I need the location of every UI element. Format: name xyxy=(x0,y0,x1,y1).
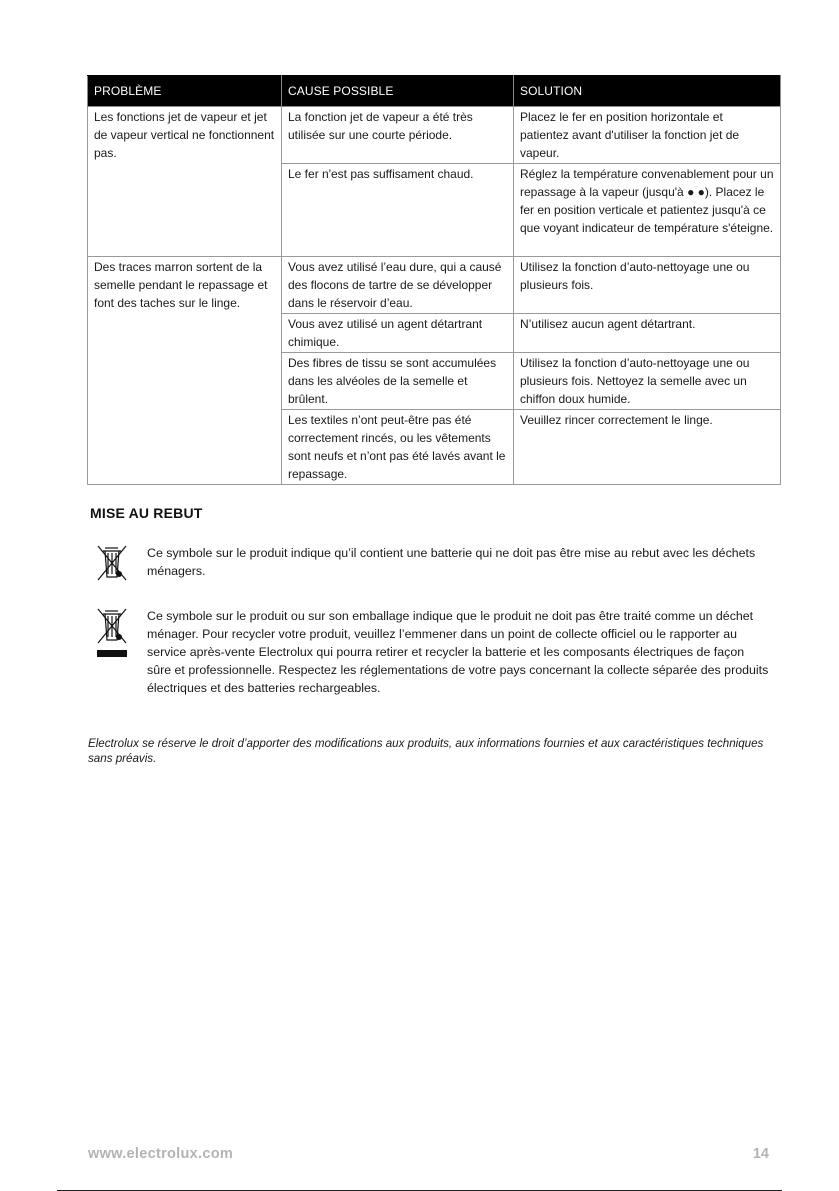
solution-cell: Réglez la température convenablement pour un repassage à la vapeur (jusqu'à ● ●). Placez le fer en position verticale et patientez jusqu'à ce que voyant indicateur de température s'éteigne. xyxy=(514,164,781,257)
header-solution: SOLUTION xyxy=(514,76,781,107)
disposal-heading: MISE AU REBUT xyxy=(90,505,203,521)
cause-cell: Vous avez utilisé un agent détartrant chimique. xyxy=(282,314,514,353)
disposal-item xyxy=(90,544,780,584)
cause-cell: Vous avez utilisé l’eau dure, qui a causé des flocons de tartre de se développer dans le réservoir d’eau. xyxy=(282,257,514,314)
problem-cell: Les fonctions jet de vapeur et jet de vapeur vertical ne fonctionnent pas. xyxy=(88,107,282,257)
cause-cell: Des fibres de tissu se sont accumulées dans les alvéoles de la semelle et brûlent. xyxy=(282,353,514,410)
solution-cell: Utilisez la fonction d’auto-nettoyage une ou plusieurs fois. Nettoyez la semelle avec un chiffon doux humide. xyxy=(514,353,781,410)
cause-cell: La fonction jet de vapeur a été très utilisée sur une courte période. xyxy=(282,107,514,164)
troubleshooting-table xyxy=(87,75,781,485)
header-problem: PROBLÈME xyxy=(88,76,282,107)
cause-cell: Le fer n'est pas suffisament chaud. xyxy=(282,164,514,257)
disposal-text: Ce symbole sur le produit ou sur son emballage indique que le produit ne doit pas être traité comme un déchet ménager. Pour recycler votre produit, veuillez l’emmener dans un point de collecte officiel ou le rapporter au service après-vente Electrolux qui pourra retirer et recycler la batterie et les composants électriques de façon sûre et professionnelle. Respectez les réglementations de votre pays concernant la collecte séparée des produits électriques et des batteries rechargeables. xyxy=(147,609,769,695)
table-header-row xyxy=(88,76,781,107)
table-row xyxy=(88,107,781,164)
crossed-bin-icon xyxy=(95,544,129,587)
header-cause: CAUSE POSSIBLE xyxy=(282,76,514,107)
cause-cell: Les textiles n’ont peut-être pas été correctement rincés, ou les vêtements sont neufs et n’ont pas été lavés avant le repassage. xyxy=(282,410,514,485)
crossed-bin-with-bar-icon xyxy=(95,607,129,664)
problem-cell: Des traces marron sortent de la semelle pendant le repassage et font des taches sur le linge. xyxy=(88,257,282,485)
solution-cell: Utilisez la fonction d’auto-nettoyage une ou plusieurs fois. xyxy=(514,257,781,314)
solution-cell: Placez le fer en position horizontale et patientez avant d'utiliser la fonction jet de vapeur. xyxy=(514,107,781,164)
footer-website: www.electrolux.com xyxy=(88,1146,234,1162)
solution-cell: Veuillez rincer correctement le linge. xyxy=(514,410,781,485)
solution-cell: N’utilisez aucun agent détartrant. xyxy=(514,314,781,353)
disposal-item xyxy=(90,607,780,702)
legal-disclaimer: Electrolux se réserve le droit d’apporter des modifications aux produits, aux informations fournies et aux caractéristiques techniques sans préavis. xyxy=(88,737,764,765)
table-row xyxy=(88,257,781,314)
page-number: 14 xyxy=(752,1146,769,1162)
disposal-text: Ce symbole sur le produit indique qu’il contient une batterie qui ne doit pas être mise au rebut avec les déchets ménagers. xyxy=(147,546,756,578)
